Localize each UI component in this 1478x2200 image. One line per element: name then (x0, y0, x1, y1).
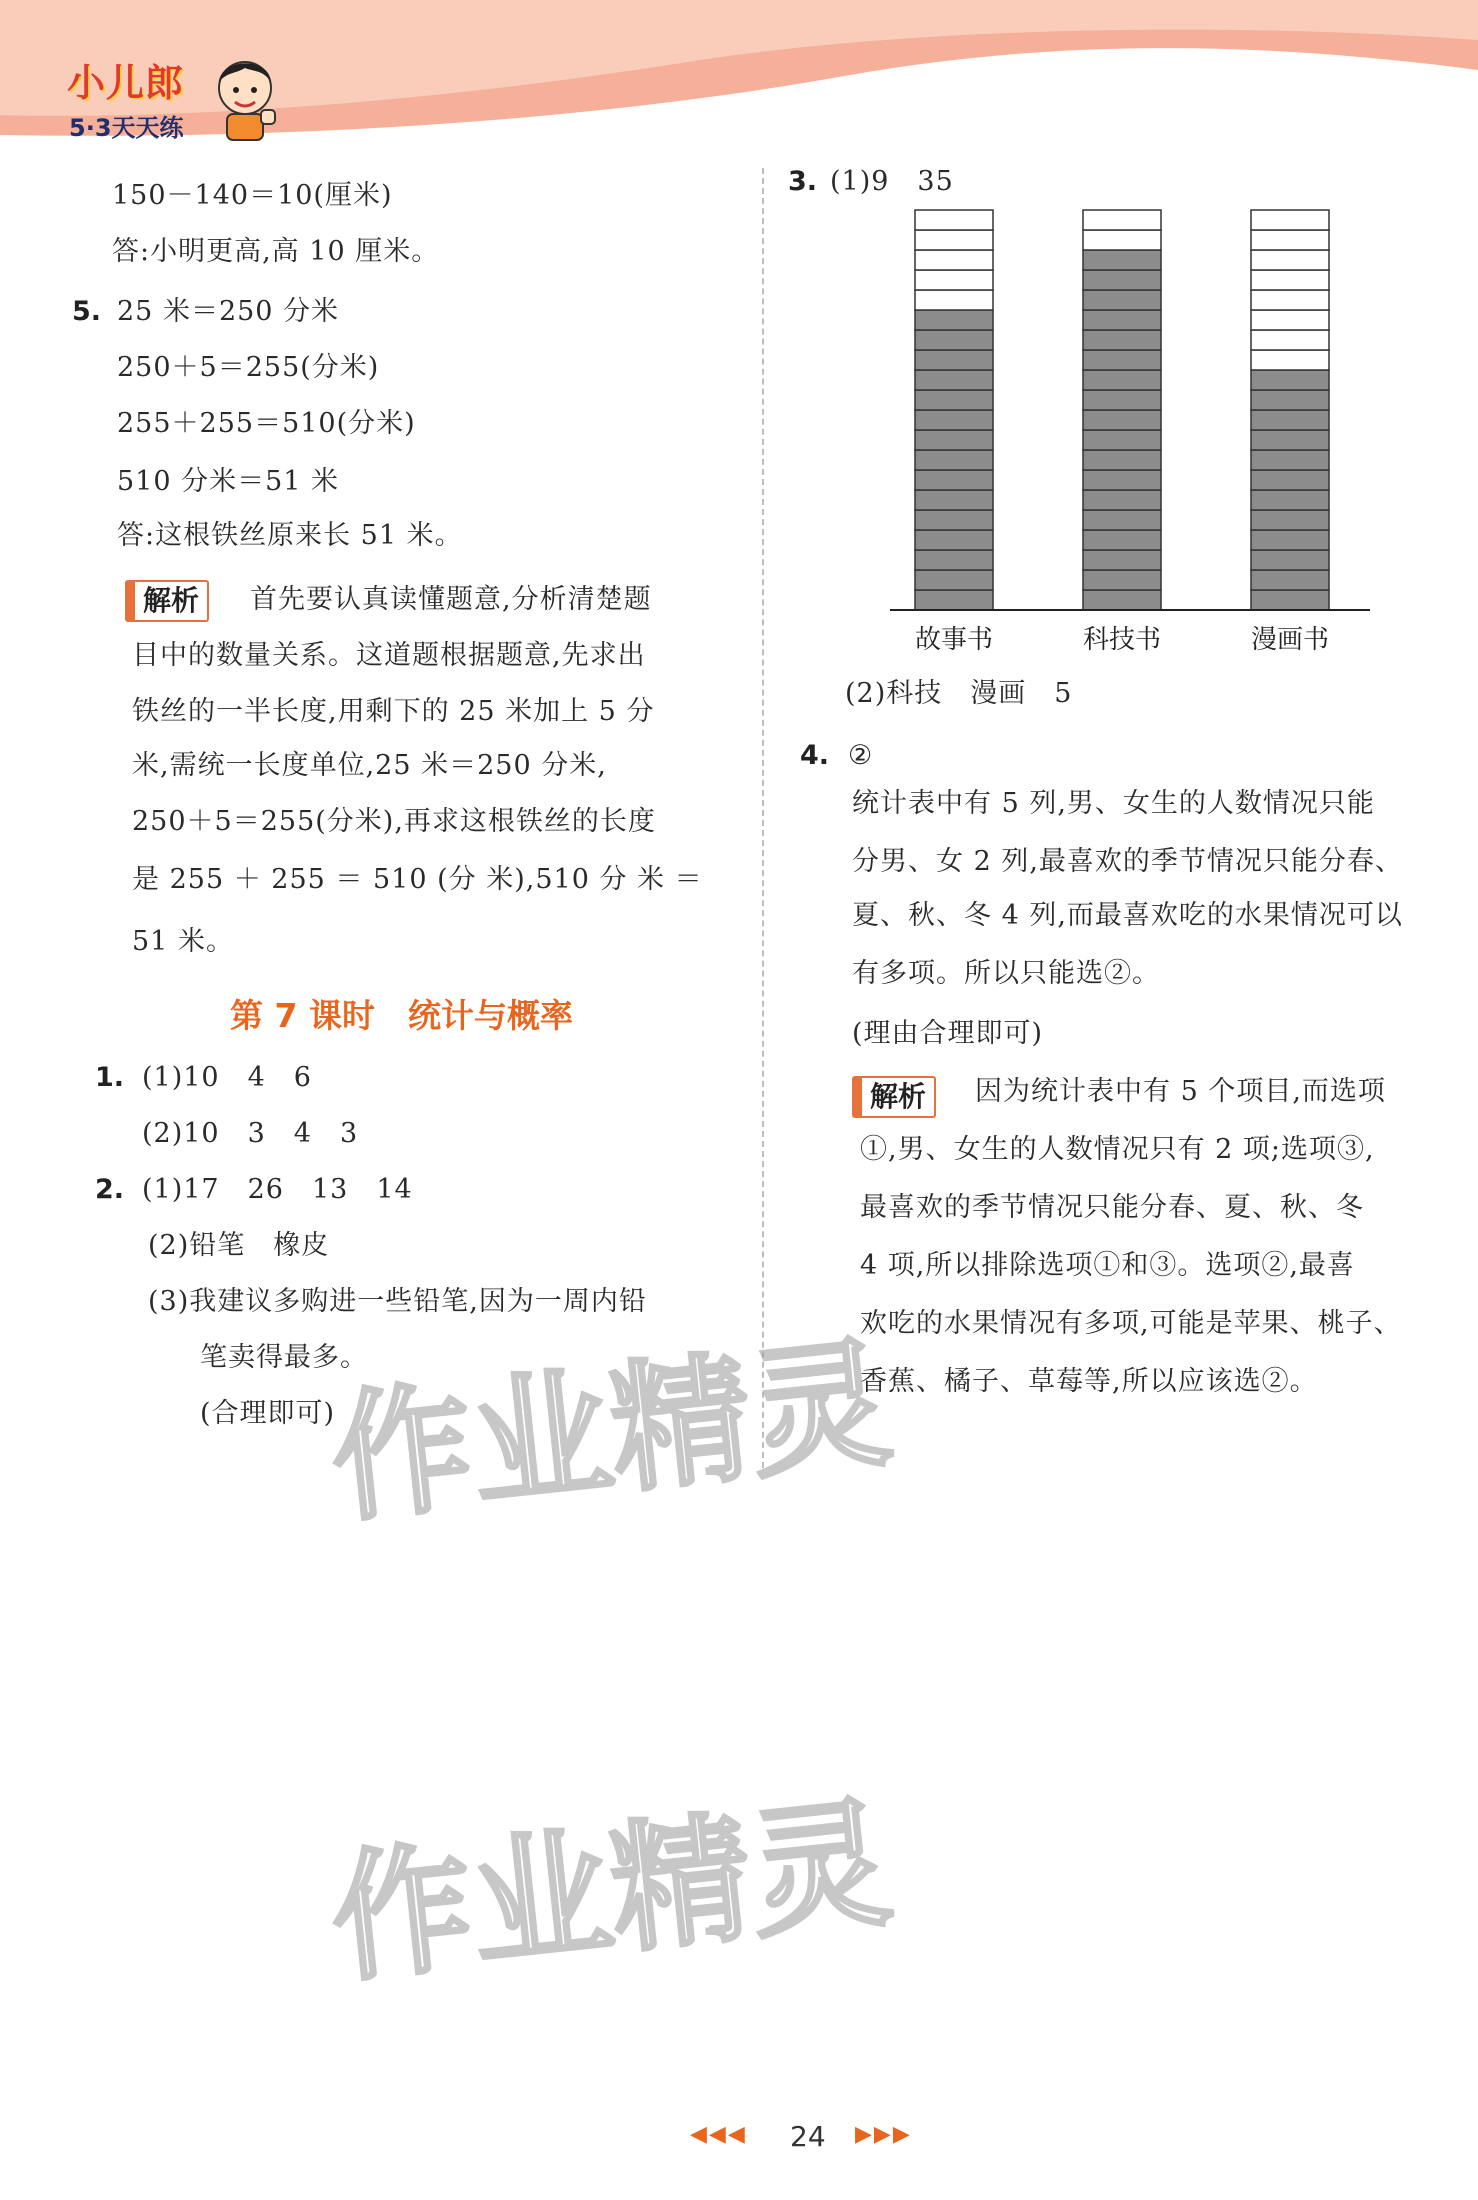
category-label: 漫画书 (1250, 625, 1330, 655)
bar-cell (1251, 410, 1329, 430)
bar-cell (1083, 350, 1161, 370)
page-number: 24 (790, 2120, 826, 2153)
bar-cell (915, 310, 993, 330)
category-label: 故事书 (914, 625, 994, 655)
bar-cell (915, 410, 993, 430)
analysis-line: 是 255 ＋ 255 ＝ 510 (分 米),510 分 米 ＝ (132, 864, 703, 895)
bar-cell (1083, 230, 1161, 250)
bar-cell (915, 430, 993, 450)
bar-cell (1251, 230, 1329, 250)
analysis-line: ①,男、女生的人数情况只有 2 项;选项③, (860, 1134, 1375, 1165)
watermark: 作业精灵 (324, 1782, 899, 2003)
text-line: 255＋255＝510(分米) (117, 408, 416, 439)
column-divider (762, 168, 764, 1468)
bar-cell (915, 490, 993, 510)
analysis-line: 51 米。 (132, 926, 234, 957)
bar-cell (1251, 490, 1329, 510)
text-line: (2)铅笔 橡皮 (148, 1230, 330, 1261)
analysis-line: 4 项,所以排除选项①和③。选项②,最喜 (860, 1250, 1355, 1281)
bar-cell (915, 330, 993, 350)
watermark: 作业精灵 (324, 1322, 899, 1543)
next-arrows-icon: ▶▶▶ (855, 2122, 912, 2147)
bar-cell (1083, 250, 1161, 270)
text-line: 答:小明更高,高 10 厘米。 (112, 236, 440, 267)
text-line: (3)我建议多购进一些铅笔,因为一周内铅 (148, 1286, 647, 1317)
text-line: (1)10 4 6 (142, 1062, 312, 1093)
bar-cell (1251, 590, 1329, 610)
analysis-line: 铁丝的一半长度,用剩下的 25 米加上 5 分 (132, 696, 655, 727)
text-line: 笔卖得最多。 (200, 1342, 368, 1373)
bar-cell (1083, 450, 1161, 470)
bar-cell (1251, 370, 1329, 390)
question-number: 4. (800, 740, 830, 771)
bar-cell (1251, 290, 1329, 310)
analysis-badge: 解析 (852, 1076, 936, 1118)
analysis-line: 最喜欢的季节情况只能分春、夏、秋、冬 (860, 1192, 1364, 1223)
category-label: 科技书 (1082, 625, 1162, 655)
bar-cell (1083, 310, 1161, 330)
bar-cell (1083, 270, 1161, 290)
bar-cell (1251, 250, 1329, 270)
bar-cell (1083, 430, 1161, 450)
bar-cell (915, 290, 993, 310)
bar-cell (1251, 330, 1329, 350)
text-line: (2)科技 漫画 5 (845, 678, 1073, 709)
question-number: 5. (72, 296, 102, 327)
analysis-line: 首先要认真读懂题意,分析清楚题 (250, 584, 652, 615)
bar-cell (915, 590, 993, 610)
bar-cell (1083, 210, 1161, 230)
prev-arrows-icon: ◀◀◀ (690, 2122, 747, 2147)
mascot-icon (205, 48, 285, 148)
bar-cell (1251, 510, 1329, 530)
bar-cell (915, 390, 993, 410)
bar-cell (915, 570, 993, 590)
text-line: (合理即可) (200, 1398, 336, 1429)
question-number: 3. (788, 166, 818, 197)
bar-cell (1083, 530, 1161, 550)
analysis-line: 欢吃的水果情况有多项,可能是苹果、桃子、 (860, 1308, 1402, 1339)
bar-cell (1083, 390, 1161, 410)
analysis-line: 因为统计表中有 5 个项目,而选项 (975, 1076, 1386, 1107)
bar-chart (880, 200, 1380, 660)
text-line: 150－140＝10(厘米) (112, 180, 393, 211)
bar-cell (1251, 350, 1329, 370)
bar-cell (1083, 510, 1161, 530)
bar-cell (1083, 590, 1161, 610)
bar-cell (1251, 390, 1329, 410)
bar-cell (1083, 410, 1161, 430)
text-line: 统计表中有 5 列,男、女生的人数情况只能 (852, 788, 1375, 819)
bar-cell (1083, 290, 1161, 310)
bar-cell (915, 230, 993, 250)
text-line: 答:这根铁丝原来长 51 米。 (117, 520, 463, 551)
bar-cell (1251, 470, 1329, 490)
bar-cell (1251, 310, 1329, 330)
question-number: 1. (95, 1062, 125, 1093)
text-line: 250＋5＝255(分米) (117, 352, 380, 383)
text-line: 有多项。所以只能选②。 (852, 958, 1160, 989)
text-line: 25 米＝250 分米 (117, 296, 340, 327)
bar-cell (915, 450, 993, 470)
bar-cell (915, 510, 993, 530)
bar-cell (1251, 570, 1329, 590)
bar-cell (915, 270, 993, 290)
text-line: 夏、秋、冬 4 列,而最喜欢吃的水果情况可以 (852, 900, 1403, 931)
bar-cell (1251, 270, 1329, 290)
bar-cell (1251, 530, 1329, 550)
question-number: 2. (95, 1174, 125, 1205)
analysis-badge: 解析 (125, 580, 209, 622)
bar-cell (915, 530, 993, 550)
bar-cell (1083, 330, 1161, 350)
text-line: (2)10 3 4 3 (142, 1118, 359, 1149)
analysis-line: 目中的数量关系。这道题根据题意,先求出 (132, 640, 646, 671)
bar-cell (1083, 490, 1161, 510)
text-line: 分男、女 2 列,最喜欢的季节情况只能分春、 (852, 846, 1403, 877)
bar-cell (1251, 450, 1329, 470)
bar-cell (1251, 210, 1329, 230)
bar-cell (915, 350, 993, 370)
bar-cell (1083, 550, 1161, 570)
series-name: 5·3天天练 (69, 114, 184, 142)
bar-cell (1251, 550, 1329, 570)
brand-logo (55, 48, 295, 148)
analysis-line: 香蕉、橘子、草莓等,所以应该选②。 (860, 1366, 1318, 1397)
bar-cell (915, 470, 993, 490)
bar-cell (1251, 430, 1329, 450)
analysis-line: 米,需统一长度单位,25 米＝250 分米, (132, 750, 607, 781)
bar-cell (915, 370, 993, 390)
analysis-line: 250＋5＝255(分米),再求这根铁丝的长度 (132, 806, 656, 837)
bar-cell (1083, 370, 1161, 390)
bar-cell (1083, 470, 1161, 490)
text-line: (1)17 26 13 14 (142, 1174, 413, 1205)
bar-cell (915, 250, 993, 270)
text-line: (1)9 35 (830, 166, 954, 197)
text-line: ② (848, 740, 874, 771)
bar-cell (915, 210, 993, 230)
text-line: (理由合理即可) (852, 1018, 1044, 1049)
bar-cell (1083, 570, 1161, 590)
section-title: 第 7 课时 统计与概率 (230, 996, 573, 1035)
brand-title: 小儿郎 (67, 61, 185, 105)
bar-cell (915, 550, 993, 570)
text-line: 510 分米＝51 米 (117, 466, 340, 497)
